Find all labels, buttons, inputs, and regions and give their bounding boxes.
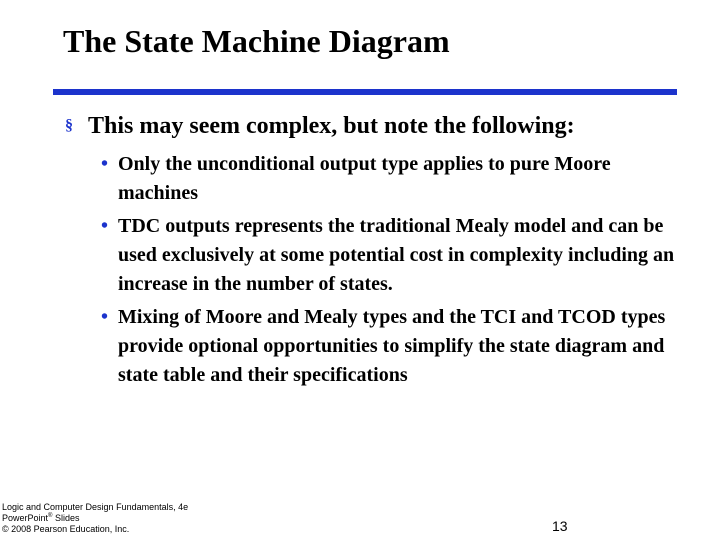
sub-bullet-text: TDC outputs represents the traditional Mealy model and can be used exclusively at some potential cost in complexity including an increase in the number of states. xyxy=(118,215,675,295)
bullet-dot-icon: • xyxy=(101,215,109,237)
footer-book-title: Logic and Computer Design Fundamentals, 4e xyxy=(2,502,189,512)
footer-copyright: © 2008 Pearson Education, Inc. xyxy=(2,524,130,534)
footer-slides-label: PowerPoint® Slides xyxy=(2,513,80,523)
title-underline-rule xyxy=(53,89,677,95)
sub-bullet-item xyxy=(101,303,691,390)
sub-bullet-list xyxy=(101,150,691,394)
sub-bullet-text: Mixing of Moore and Mealy types and the TCI and TCOD types provide optional opportunities to simplify the state diagram and state table and their specifications xyxy=(118,306,666,386)
bullet-dot-icon: • xyxy=(101,306,109,328)
sub-bullet-item xyxy=(101,150,691,208)
slide-title: The State Machine Diagram xyxy=(63,23,450,59)
page-number: 13 xyxy=(552,518,568,534)
section-bullet-icon: § xyxy=(65,117,73,134)
footer-credits xyxy=(2,502,188,535)
bullet-dot-icon: • xyxy=(101,153,109,175)
sub-bullet-text: Only the unconditional output type applies to pure Moore machines xyxy=(118,153,611,204)
main-bullet-text: This may seem complex, but note the following: xyxy=(88,113,575,139)
sub-bullet-item xyxy=(101,212,691,299)
